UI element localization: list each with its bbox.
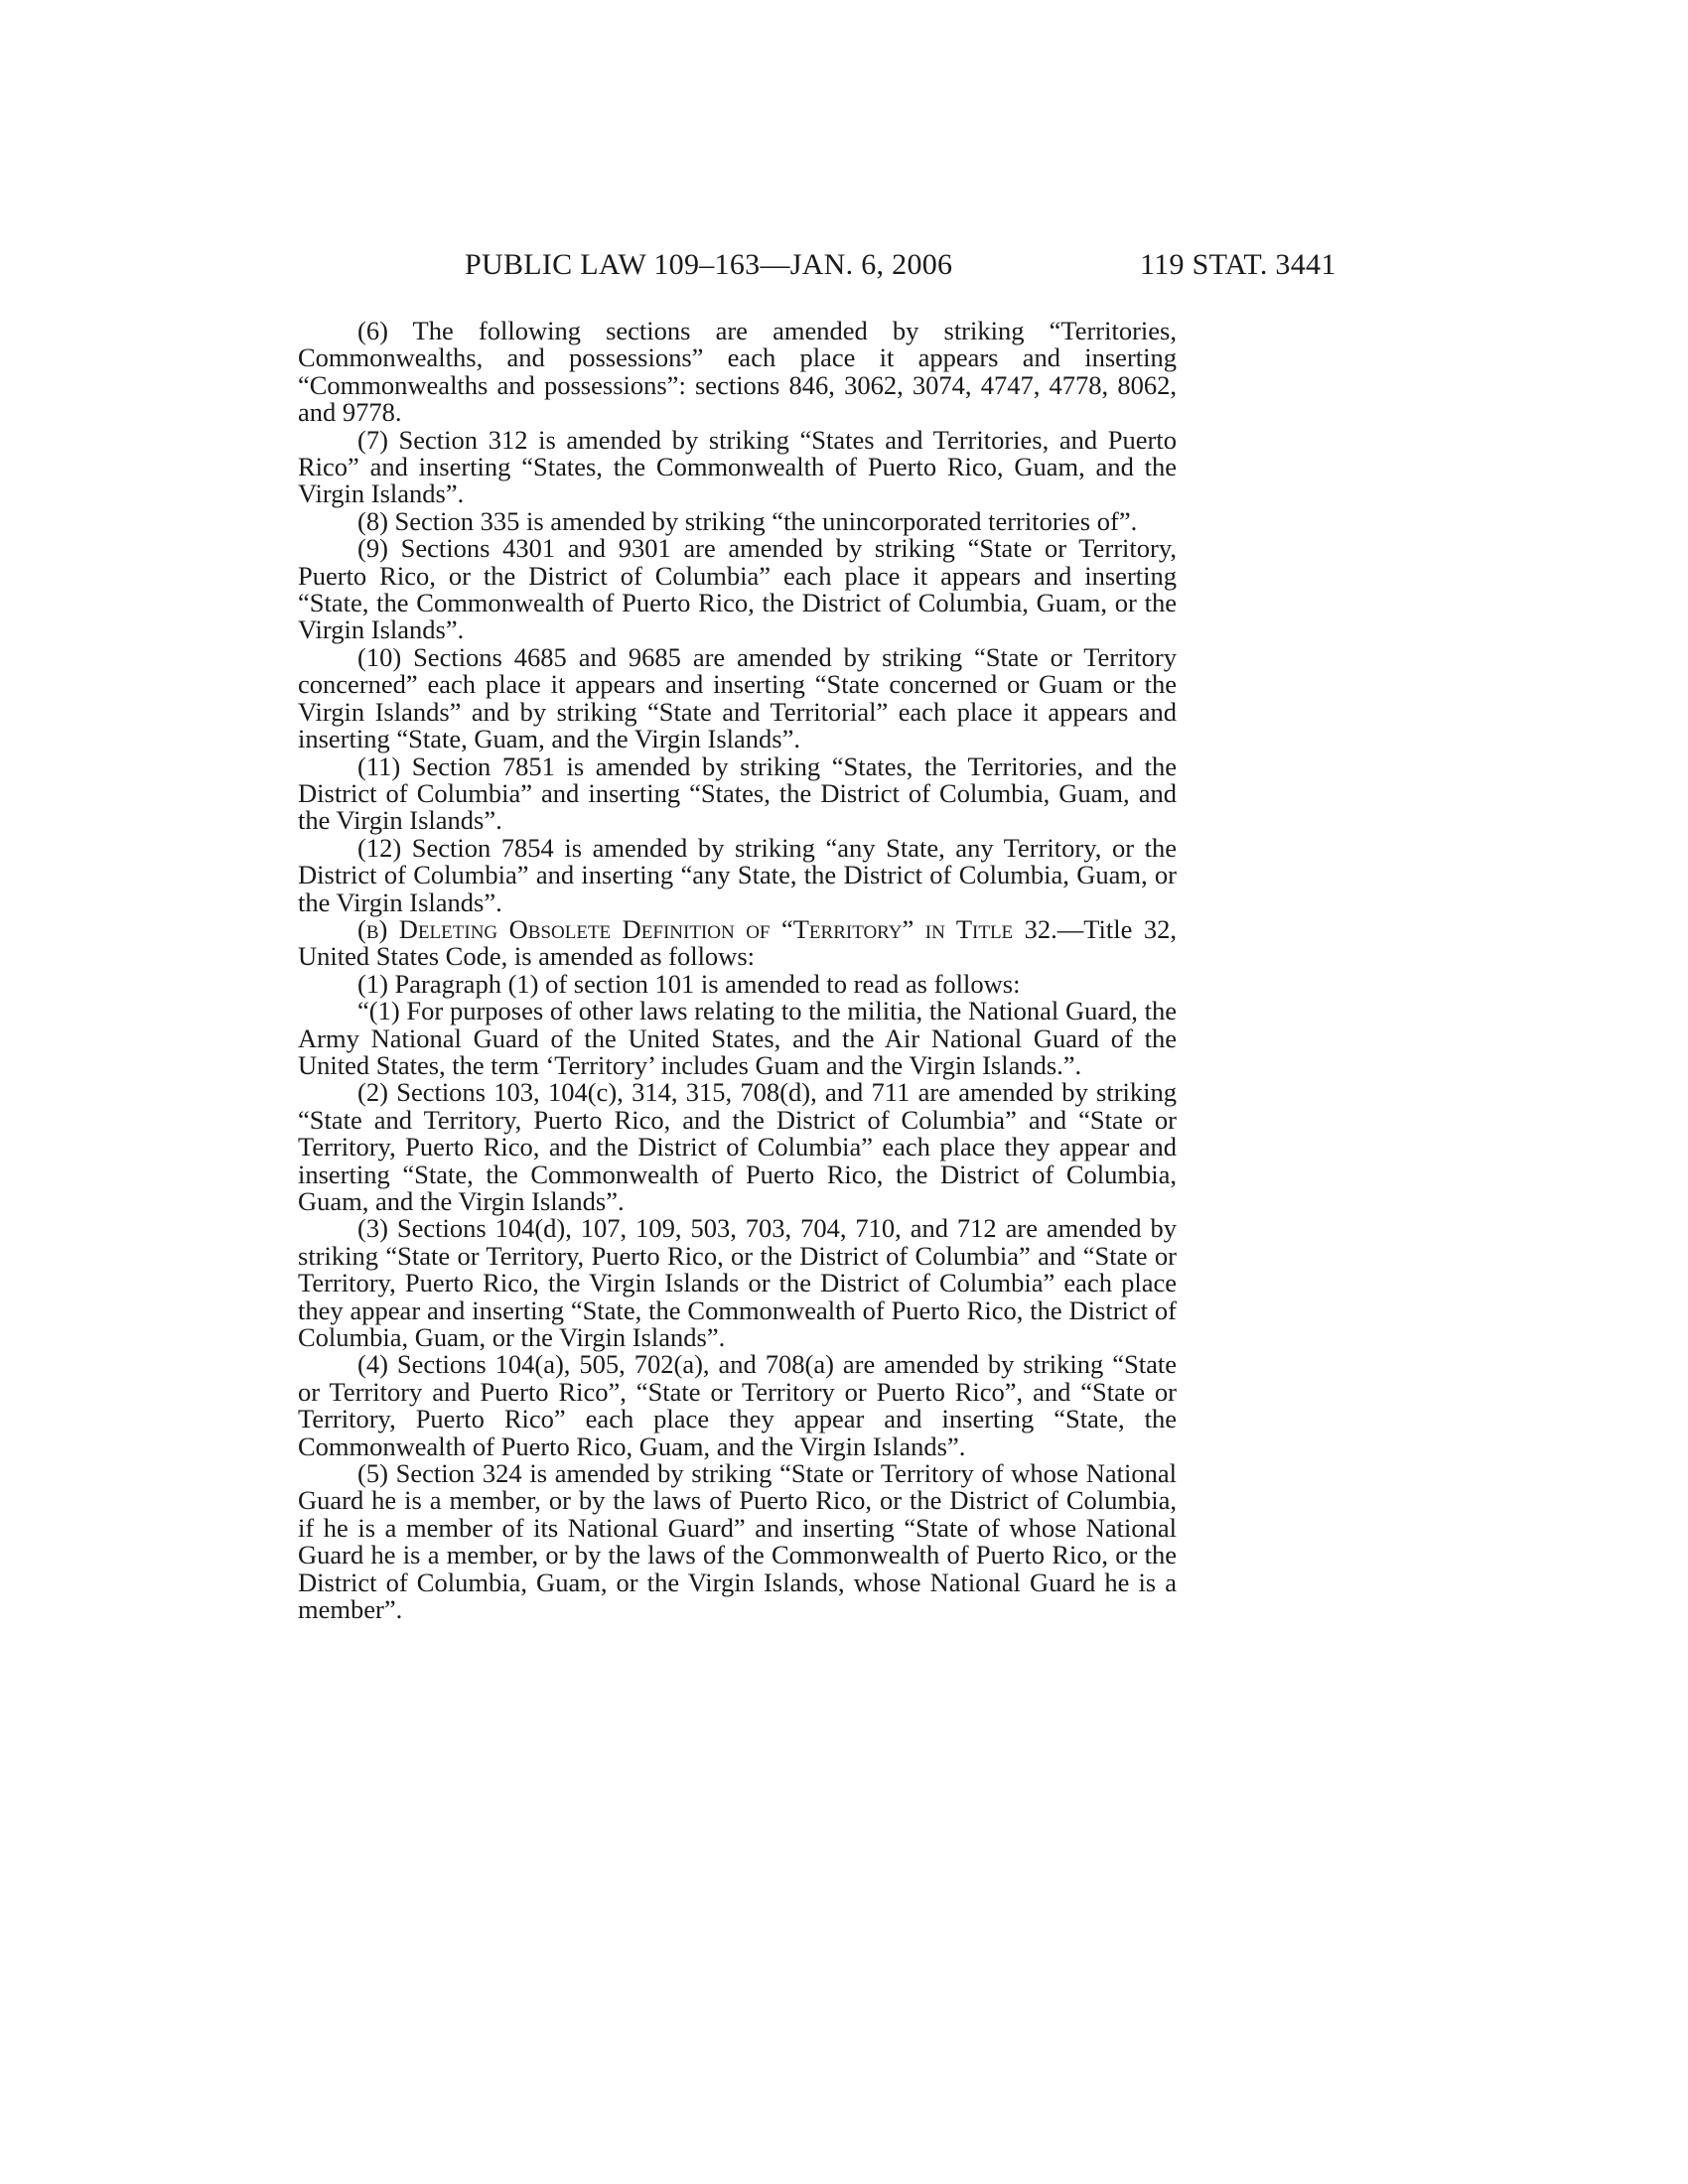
paragraph-7: (7) Section 312 is amended by striking “States and Territories, and Puerto Rico” and inserting “States, the Commonwealth of Puerto Rico, Guam, and the Virgin Islands”.: [298, 424, 1177, 509]
paragraph-11: (11) Section 7851 is amended by striking “States, the Territories, and the District of Columbia” and inserting “States, the District of Columbia, Guam, and the Virgin Islands”.: [298, 751, 1177, 836]
paragraph-8: (8) Section 335 is amended by striking “the unincorporated territories of”.: [357, 505, 1138, 536]
paragraph-9: (9) Sections 4301 and 9301 are amended by striking “State or Territory, Puerto Rico, or the District of Columbia” each place it appears and inserting “State, the Commonwealth of Puerto Rico, the District of Columbia, Guam, or the Virgin Islands”.: [298, 533, 1177, 645]
subsection-b-text: —Title 32, United States Code, is amended as follows:: [298, 913, 1177, 972]
paragraph-6: (6) The following sections are amended by striking “Territories, Commonwealths, and possessions” each place it appears and inserting “Commonwealths and possessions”: sections 846, 3062, 3074, 4747, 4778, 8062, and 9778.: [298, 316, 1177, 428]
document-body: [298, 318, 1177, 1624]
paragraph-12: (12) Section 7854 is amended by striking “any State, any Territory, or the District of Columbia” and inserting “any State, the District of Columbia, Guam, or the Virgin Islands”.: [298, 832, 1177, 917]
paragraph-b3: (3) Sections 104(d), 107, 109, 503, 703, 704, 710, and 712 are amended by striking “State or Territory, Puerto Rico, or the District of Columbia” and “State or Territory, Puerto Rico, the Virgin Islands or the District of Columbia” each place they appear and inserting “State, the Commonwealth of Puerto Rico, the District of Columbia, Guam, or the Virgin Islands”.: [298, 1213, 1177, 1353]
statute-page-number: 119 STAT. 3441: [1140, 248, 1336, 281]
subsection-b-heading: (b) Deleting Obsolete Definition of “Territory” in Title 32.: [357, 913, 1057, 944]
paragraph-b5: (5) Section 324 is amended by striking “State or Territory of whose National Guard he is a member, or by the laws of Puerto Rico, or the District of Columbia, if he is a member of its National Guard” and inserting “State of whose National Guard he is a member, or by the laws of the Commonwealth of Puerto Rico, or the District of Columbia, Guam, or the Virgin Islands, whose National Guard he is a member”.: [298, 1458, 1177, 1625]
paragraph-b1-quote: “(1) For purposes of other laws relating to the militia, the National Guard, the Army National Guard of the United States, and the Air National Guard of the United States, the term ‘Territory’ includes Guam and the Virgin Islands.”.: [298, 996, 1177, 1080]
paragraph-b1: (1) Paragraph (1) of section 101 is amended to read as follows:: [357, 968, 1021, 999]
paragraph-b2: (2) Sections 103, 104(c), 314, 315, 708(d), and 711 are amended by striking “State and Territory, Puerto Rico, and the District of Columbia” and “State or Territory, Puerto Rico, and the District of Columbia” each place they appear and inserting “State, the Commonwealth of Puerto Rico, the District of Columbia, Guam, and the Virgin Islands”.: [298, 1077, 1177, 1216]
paragraph-b4: (4) Sections 104(a), 505, 702(a), and 708(a) are amended by striking “State or Territory and Puerto Rico”, “State or Territory or Puerto Rico”, and “State or Territory, Puerto Rico” each place they appear and inserting “State, the Commonwealth of Puerto Rico, Guam, and the Virgin Islands”.: [298, 1349, 1177, 1461]
paragraph-10: (10) Sections 4685 and 9685 are amended by striking “State or Territory concerned” each place it appears and inserting “State concerned or Guam or the Virgin Islands” and by striking “State and Territorial” each place it appears and inserting “State, Guam, and the Virgin Islands”.: [298, 641, 1177, 754]
running-head-title: PUBLIC LAW 109–163—JAN. 6, 2006: [465, 248, 953, 281]
page-header: [0, 248, 1688, 288]
subsection-b: [298, 913, 1177, 972]
